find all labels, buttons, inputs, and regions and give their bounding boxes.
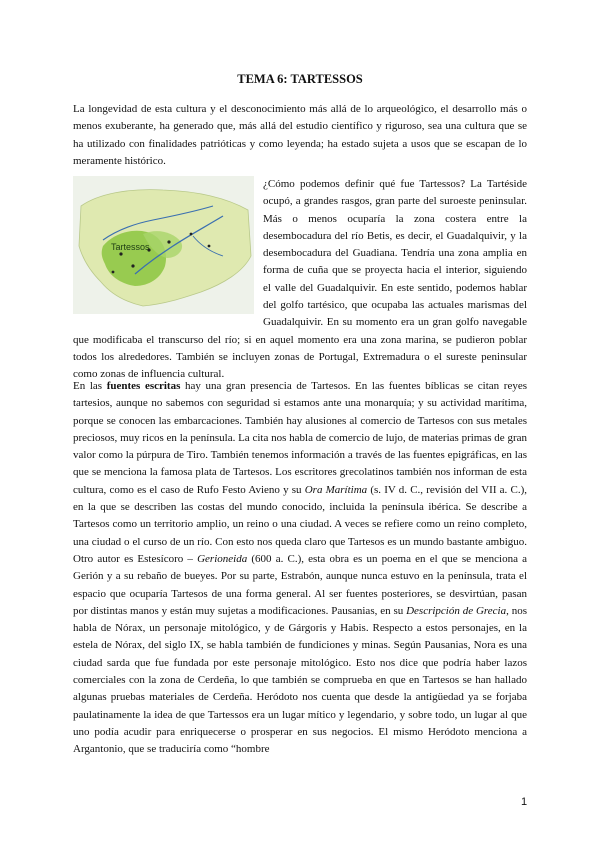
sources-bold-term: fuentes escritas [106, 380, 181, 392]
sources-text-1: En las [73, 380, 107, 392]
sources-text-4: (600 a. C.), esta obra es un poema en el que se menciona a Gerión y a su rebaño de bueyes. Por su parte, Estrabón, aunque nunca estuvo en la península, trata el espacio que ocuparía Tartesos de una forma general. Al ser fuentes posteriores, se desvirtúan, pasan por distintas manos y están muy sujetas a modificaciones. Pausanias, en su [73, 552, 527, 617]
page-title: TEMA 6: TARTESSOS [237, 72, 363, 86]
sources-text-3: (s. IV d. C., revisión del VII a. C.), en la que se describen las costas del mundo conocido, incluida la península ibérica. Se describe a Tartesos como un territorio amplio, un reino o una ciudad. A veces se refiere como un reino completo, una ciudad o el curso de un río. Con esto nos queda claro que Tartesos es un mundo bastante ambiguo. Otro autor es Estesícoro – [73, 483, 527, 565]
sources-text-2: hay una gran presencia de Tartesos. En las fuentes bíblicas se citan reyes tartesios, aunque no sabemos con seguridad si estamos ante una monarquía; y su actividad marítima, porque se conocen las embarcaciones. También hay alusiones al comercio de Tartesos con sus metales preciosos, muy ricos en la península. La cita nos habla de comercio de lujo, de materias primas de gran valor como la púrpura de Tiro. También tenemos información a través de las fuentes epigráficas, en las que se menciona la famosa plata de Tartesos. Los escritores grecolatinos también nos informan de esta cultura, como es el caso de Rufo Festo Avieno y su [73, 380, 527, 496]
work-title-gerioneida: Gerioneida [197, 552, 248, 565]
definition-paragraph: ¿Cómo podemos definir qué fue Tartessos? La Tartéside ocupó, a grandes rasgos, gran parte del suroeste peninsular. Más o menos ocuparía la zona costera entre la desembocadura del río Betis, es decir, el Guadalquivir, y la desembocadura del Guadiana. Tendría una zona amplia en forma de cuña que se proyecta hacia el interior, siguiendo el valle del Guadalquivir. En este sentido, podemos hablar del golfo tartésico, que ocupaba las actuales marismas del Guadalquivir. En su momento era un gran golfo navegable que modificaba el transcurso del río; si en aquel momento era una zona marina, se pudieron poblar todos los alrededores. También se incluyen zonas de Portugal, Extremadura o el sureste peninsular como zonas de influencia cultural. [73, 178, 527, 381]
tartessos-map [73, 176, 254, 314]
work-title-ora-maritima: Ora Marítima [304, 483, 368, 496]
map-label: Tartessos [111, 242, 150, 252]
intro-paragraph: La longevidad de esta cultura y el desconocimiento más allá de lo arqueológico, el desarrollo más o menos exuberante, ha generado que, más allá del estudio científico y riguroso, sea una cultura que se ha utilizado con finalidades patrióticas y como leyenda; ha estado sujeta a usos que se escapan de lo meramente histórico. [73, 103, 527, 167]
definition-section [73, 176, 527, 384]
tartessos-map-figure [73, 176, 254, 314]
page-number: 1 [521, 796, 528, 808]
sources-paragraph [73, 378, 527, 759]
work-title-descripcion-grecia: Descripción de Grecia [406, 604, 507, 617]
sources-text-5: , nos habla de Nórax, un personaje mitológico, y de Gárgoris y Habis. Respecto a estos personajes, en la estela de Nórax, del siglo IX, se habla también de fundiciones y minas. Según Pausanias, Nora es una ciudad sarda que fue fundada por este personaje mitológico. Esto nos dice que podría haber lazos comerciales con la zona de Cerdeña, lo que también se comprueba en que en Tartesos se han hallado algunas pruebas materiales de Cerdeña. Heródoto nos cuenta que desde la antigüedad ya se forjaba paulatinamente la idea de que Tartessos era un lugar mítico y legendario, y sobre todo, un lugar al que uno podía acudir para enriquecerse o prosperar en sus negocios. El mismo Heródoto menciona a Argantonio, que se traduciría como “hombre [73, 604, 527, 756]
